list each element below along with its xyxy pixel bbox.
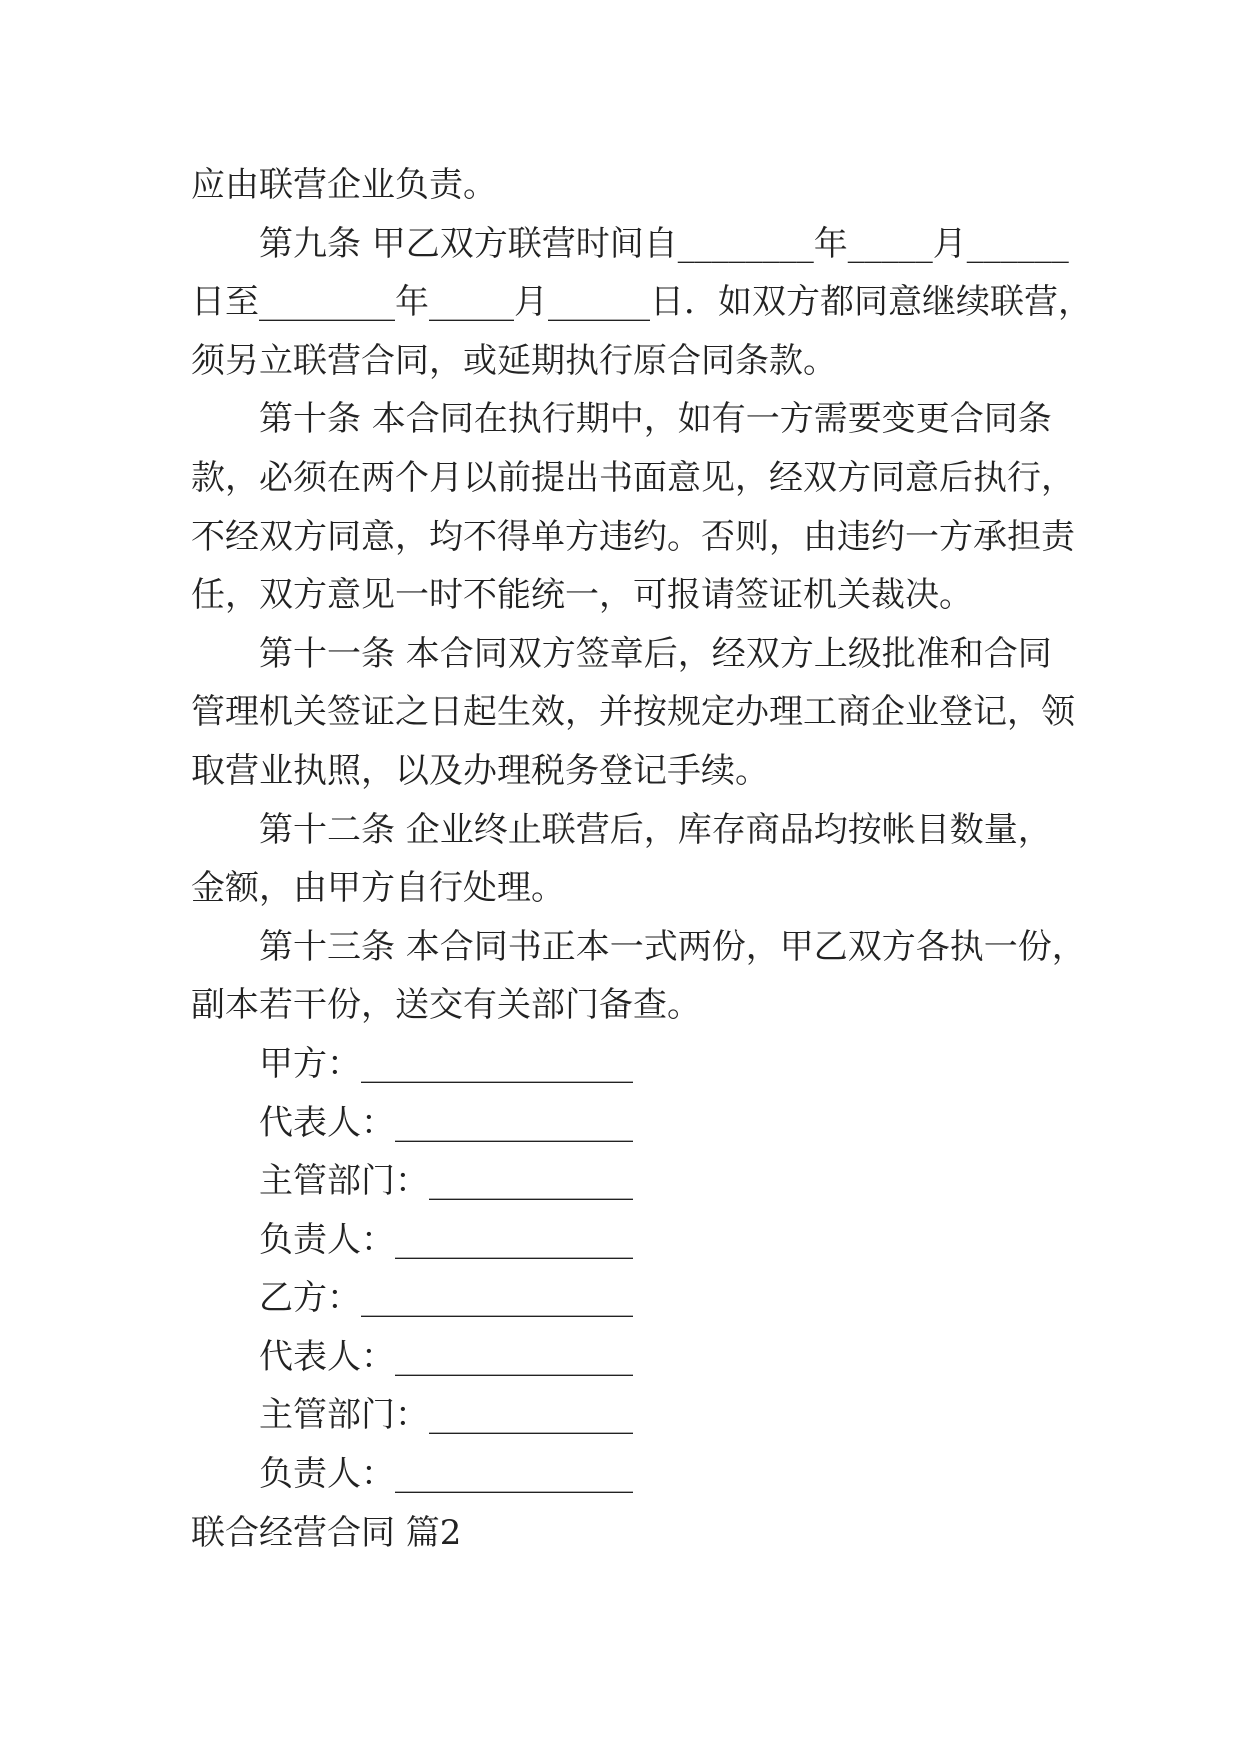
article-9-line-1: 第九条 甲乙双方联营时间自________年_____月______ [259, 223, 1069, 264]
party-a-department-line: 主管部门：____________ [259, 1161, 633, 1202]
article-9-line-2: 日至________年_____月______日．如双方都同意继续联营， [191, 282, 1092, 323]
article-10-line-2: 款，必须在两个月以前提出书面意见，经双方同意后执行， [191, 457, 1075, 498]
next-section-title: 联合经营合同 篇2 [191, 1512, 462, 1553]
continuation-line: 应由联营企业负责。 [191, 165, 497, 205]
article-12-line-1: 第十二条 企业终止联营后，库存商品均按帐目数量， [259, 809, 1052, 850]
party-b-person-in-charge-line: 负责人：______________ [259, 1454, 633, 1495]
article-11-line-1: 第十一条 本合同双方签章后，经双方上级批准和合同 [259, 633, 1052, 674]
party-b-signature-line: 乙方：________________ [259, 1278, 633, 1319]
article-11-line-3: 取营业执照，以及办理税务登记手续。 [191, 750, 769, 791]
article-13-line-2: 副本若干份，送交有关部门备查。 [191, 985, 701, 1026]
contract-text [191, 156, 1092, 1562]
article-10-line-4: 任，双方意见一时不能统一，可报请签证机关裁决。 [191, 575, 973, 616]
party-b-department-line: 主管部门：____________ [259, 1395, 633, 1436]
article-10-line-1: 第十条 本合同在执行期中，如有一方需要变更合同条 [259, 399, 1052, 440]
article-13-line-1: 第十三条 本合同书正本一式两份，甲乙双方各执一份， [259, 926, 1086, 967]
article-9-line-3: 须另立联营合同，或延期执行原合同条款。 [191, 340, 837, 381]
party-a-person-in-charge-line: 负责人：______________ [259, 1219, 633, 1260]
party-a-representative-line: 代表人：______________ [259, 1102, 633, 1143]
article-10-line-3: 不经双方同意，均不得单方违约。否则，由违约一方承担责 [191, 516, 1075, 557]
article-12-line-2: 金额，由甲方自行处理。 [191, 868, 565, 909]
article-11-line-2: 管理机关签证之日起生效，并按规定办理工商企业登记，领 [191, 692, 1075, 733]
party-a-signature-line: 甲方：________________ [259, 1043, 633, 1084]
party-b-representative-line: 代表人：______________ [259, 1336, 633, 1377]
